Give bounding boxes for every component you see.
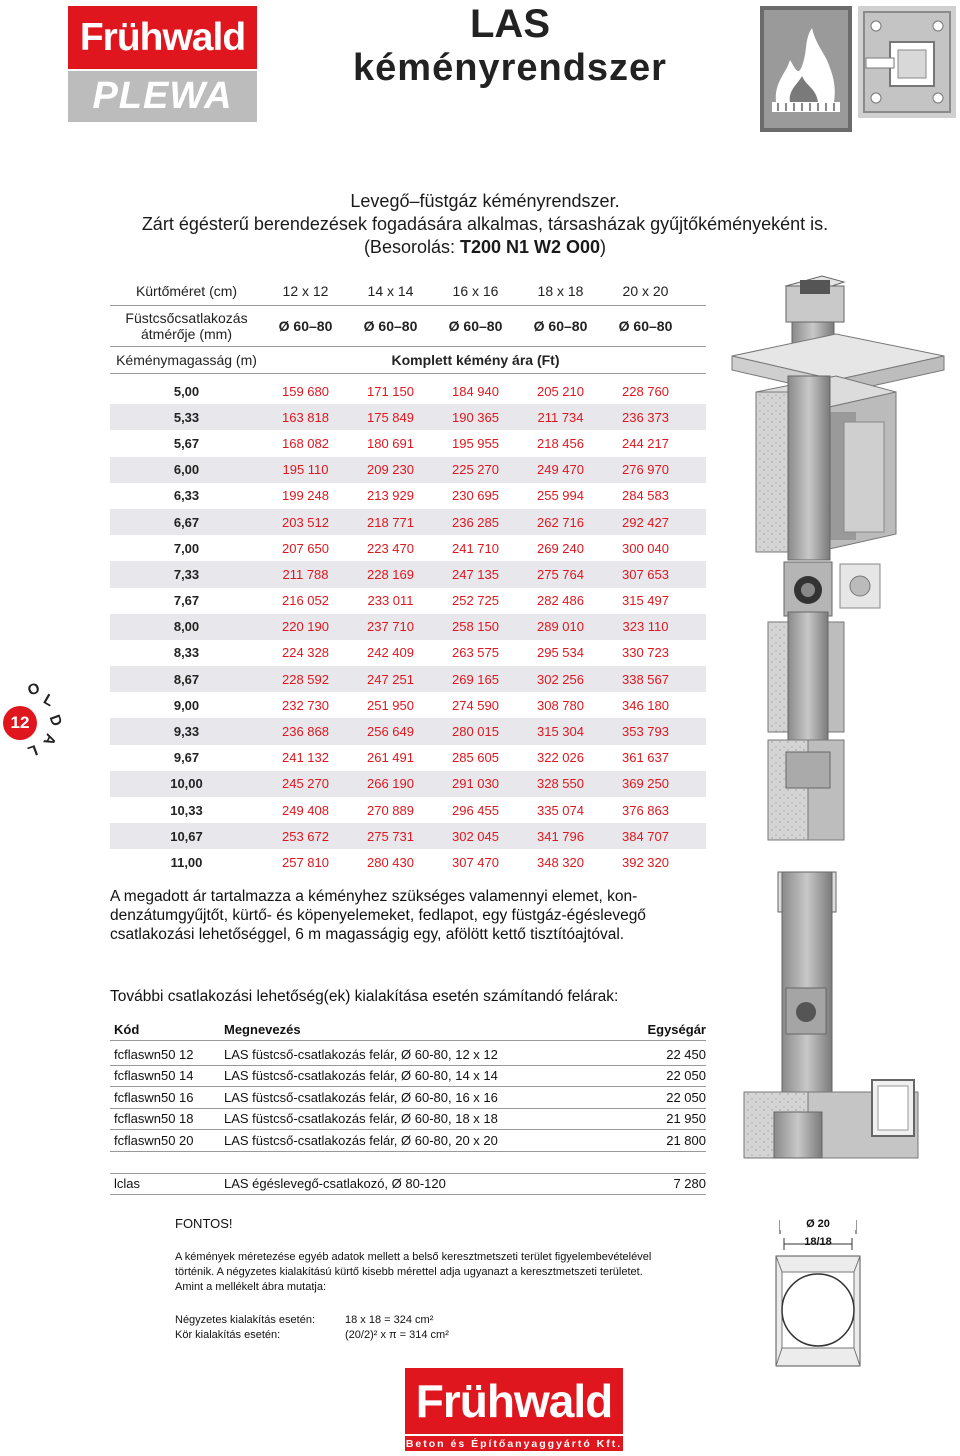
- table-row: [110, 1044, 706, 1066]
- price-cell: 168 082: [282, 435, 329, 451]
- table-row: [110, 378, 706, 404]
- price-cell: 252 725: [452, 593, 499, 609]
- price-cell: 236 868: [282, 724, 329, 740]
- title-line-1: LAS: [470, 2, 550, 46]
- table-row: [110, 535, 706, 561]
- row-code: fcflaswn50 16: [114, 1089, 194, 1105]
- surcharge-rows: [110, 1044, 706, 1152]
- price-cell: 292 427: [622, 514, 669, 530]
- price-cell: 199 248: [282, 488, 329, 504]
- price-cell: 218 771: [367, 514, 414, 530]
- price-cell: 269 240: [537, 540, 584, 556]
- price-cell: 269 165: [452, 671, 499, 687]
- price-cell: 307 470: [452, 854, 499, 870]
- row-code: fcflaswn50 18: [114, 1111, 194, 1127]
- row-price: 22 050: [666, 1068, 706, 1084]
- price-cell: 274 590: [452, 697, 499, 713]
- height-cell: 5,33: [173, 409, 200, 425]
- height-cell: 7,00: [173, 540, 200, 556]
- price-cell: 392 320: [622, 854, 669, 870]
- price-includes-note: [110, 887, 710, 944]
- height-cell: 9,67: [173, 750, 200, 766]
- price-cell: 205 210: [537, 383, 584, 399]
- important-line: A kémények méretezése egyéb adatok mellett a belső keresztmetszeti terület figyelembevételével: [175, 1251, 652, 1263]
- price-cell: 258 150: [452, 619, 499, 635]
- product-description: [100, 190, 870, 259]
- price-cell: 346 180: [622, 697, 669, 713]
- size-cell: 12 x 12: [282, 283, 329, 299]
- price-cell: 230 695: [452, 488, 499, 504]
- price-cell: 203 512: [282, 514, 329, 530]
- table-row: [110, 797, 706, 823]
- price-cell: 213 929: [367, 488, 414, 504]
- page-number-badge: 12: [3, 706, 37, 740]
- table-row: [110, 457, 706, 483]
- price-cell: 209 230: [367, 462, 414, 478]
- price-cell: 228 592: [282, 671, 329, 687]
- price-cell: 228 760: [622, 383, 669, 399]
- price-header: Komplett kémény ára (Ft): [391, 352, 560, 368]
- price-cell: 211 734: [537, 409, 584, 425]
- note-line: csatlakozási lehetőséggel, 6 m magasságig egy, afölött kettő tisztítóajtóval.: [110, 926, 625, 943]
- spacer: [110, 1152, 706, 1174]
- table-row: [110, 561, 706, 587]
- diameter-label: [110, 310, 263, 342]
- table-row: [110, 692, 706, 718]
- note-line: A megadott ár tartalmazza a kéményhez szükséges valamennyi elemet, kon-: [110, 888, 638, 905]
- calc-value: (20/2)² x π = 314 cm²: [345, 1329, 449, 1341]
- chimney-exploded-illustration: [726, 272, 956, 1172]
- size-header-row: [110, 280, 706, 302]
- footer-tagline: Beton és Építőanyaggyártó Kft.: [405, 1437, 623, 1450]
- price-cell: 341 796: [537, 828, 584, 844]
- height-header-row: [110, 347, 706, 373]
- price-cell: 247 135: [452, 566, 499, 582]
- height-cell: 7,67: [173, 593, 200, 609]
- height-cell: 9,00: [173, 697, 200, 713]
- price-cell: 241 132: [282, 750, 329, 766]
- price-cell: 295 534: [537, 645, 584, 661]
- price-cell: 300 040: [622, 540, 669, 556]
- header-name: Megnevezés: [224, 1021, 301, 1037]
- price-cell: 262 716: [537, 514, 584, 530]
- surcharge-title: További csatlakozási lehetőség(ek) kialakítása esetén számítandó felárak:: [110, 988, 619, 1005]
- price-cell: 291 030: [452, 776, 499, 792]
- height-cell: 5,00: [173, 383, 200, 399]
- classification-prefix: (Besorolás:: [363, 237, 460, 257]
- row-price: 7 280: [673, 1176, 706, 1192]
- price-cell: 263 575: [452, 645, 499, 661]
- row-price: 21 800: [666, 1132, 706, 1148]
- size-label: Kürtőméret (cm): [135, 283, 238, 299]
- table-row: [110, 745, 706, 771]
- important-text: [175, 1250, 755, 1295]
- row-name: LAS égéslevegő-csatlakozó, Ø 80-120: [224, 1176, 446, 1192]
- price-cell: 307 653: [622, 566, 669, 582]
- height-cell: 6,00: [173, 462, 200, 478]
- price-cell: 171 150: [367, 383, 414, 399]
- price-cell: 236 373: [622, 409, 669, 425]
- table-row: [110, 1109, 706, 1131]
- calc-row: [175, 1313, 595, 1328]
- price-cell: 218 456: [537, 435, 584, 451]
- row-code: lclas: [114, 1176, 141, 1192]
- size-cell: 14 x 14: [367, 283, 414, 299]
- height-cell: 11,00: [170, 854, 203, 870]
- price-cell: 330 723: [622, 645, 669, 661]
- price-cell: 232 730: [282, 697, 329, 713]
- calc-label: Kör kialakítás esetén:: [175, 1329, 281, 1341]
- height-cell: 9,33: [173, 724, 200, 740]
- round-diameter-label: Ø 20: [780, 1218, 856, 1230]
- price-rows: [110, 378, 706, 876]
- price-cell: 302 045: [452, 828, 499, 844]
- classification: [100, 236, 870, 259]
- table-row: [110, 1087, 706, 1109]
- price-cell: 242 409: [367, 645, 414, 661]
- side-letter: A: [39, 730, 60, 749]
- subtitle-line-1: Levegő–füstgáz kéményrendszer.: [350, 191, 620, 211]
- price-cell: 261 491: [367, 750, 414, 766]
- table-row: [110, 718, 706, 744]
- row-name: LAS füstcső-csatlakozás felár, Ø 60-80, 12 x 12: [224, 1046, 498, 1062]
- calc-row: [175, 1328, 595, 1343]
- price-cell: 257 810: [282, 854, 329, 870]
- title-line-2: kéményrendszer: [353, 47, 667, 89]
- diameter-cell: Ø 60–80: [533, 318, 588, 334]
- surcharge-table: [110, 1018, 706, 1195]
- height-cell: 6,67: [173, 514, 200, 530]
- price-cell: 245 270: [282, 776, 329, 792]
- chimney-section-icon: [858, 6, 956, 118]
- height-cell: 8,67: [173, 671, 200, 687]
- price-cell: 348 320: [537, 854, 584, 870]
- price-cell: 302 256: [537, 671, 584, 687]
- area-calculation: [175, 1313, 595, 1343]
- note-line: denzátumgyűjtőt, kürtő- és köpenyelemeket, fedlapot, egy füstgáz-égéslevegő: [110, 907, 646, 924]
- table-row: [110, 849, 706, 875]
- price-cell: 338 567: [622, 671, 669, 687]
- price-cell: 224 328: [282, 645, 329, 661]
- table-row: [110, 1066, 706, 1088]
- price-cell: 328 550: [537, 776, 584, 792]
- row-code: fcflaswn50 14: [114, 1068, 194, 1084]
- price-cell: 296 455: [452, 802, 499, 818]
- price-cell: 251 950: [367, 697, 414, 713]
- fruhwald-plewa-logo: [68, 6, 257, 122]
- price-cell: 223 470: [367, 540, 414, 556]
- price-cell: 280 015: [452, 724, 499, 740]
- table-row: [110, 640, 706, 666]
- price-cell: 180 691: [367, 435, 414, 451]
- price-cell: 195 110: [282, 462, 329, 478]
- price-cell: 335 074: [537, 802, 584, 818]
- price-cell: 275 764: [537, 566, 584, 582]
- price-cell: 284 583: [622, 488, 669, 504]
- price-cell: 275 731: [367, 828, 414, 844]
- price-table: [110, 280, 706, 876]
- price-cell: 282 486: [537, 593, 584, 609]
- height-cell: 7,33: [173, 566, 200, 582]
- row-price: 22 450: [666, 1046, 706, 1062]
- important-line: történik. A négyzetes kialakítású kürtő kisebb mérettel adja ugyanazt a keresztmetszeti területet.: [175, 1266, 643, 1278]
- price-cell: 285 605: [452, 750, 499, 766]
- subtitle-line-2: Zárt égésterű berendezések fogadására alkalmas, társasházak gyűjtőkéményeként is.: [141, 214, 829, 234]
- diameter-header-row: [110, 306, 706, 346]
- price-cell: 236 285: [452, 514, 499, 530]
- side-letter: D: [45, 712, 66, 729]
- table-row: [110, 483, 706, 509]
- table-row: [110, 430, 706, 456]
- price-cell: 237 710: [367, 619, 414, 635]
- diameter-cell: Ø 60–80: [363, 318, 418, 334]
- price-cell: 280 430: [367, 854, 414, 870]
- price-cell: 376 863: [622, 802, 669, 818]
- height-cell: 6,33: [173, 488, 200, 504]
- important-label: FONTOS!: [175, 1216, 233, 1231]
- footer-brand-name: Frühwald: [405, 1368, 623, 1434]
- calc-label: Négyzetes kialakítás esetén:: [175, 1314, 316, 1326]
- row-name: LAS füstcső-csatlakozás felár, Ø 60-80, 14 x 14: [224, 1068, 498, 1084]
- header-price: Egységár: [647, 1021, 706, 1037]
- price-cell: 323 110: [622, 619, 669, 635]
- classification-code: T200 N1 W2 O00: [459, 237, 601, 257]
- price-cell: 244 217: [622, 435, 669, 451]
- price-cell: 255 994: [537, 488, 584, 504]
- price-cell: 211 788: [282, 566, 329, 582]
- row-price: 22 050: [666, 1089, 706, 1105]
- header-code: Kód: [114, 1021, 140, 1037]
- table-row: [110, 509, 706, 535]
- price-cell: 225 270: [452, 462, 499, 478]
- price-cell: 195 955: [452, 435, 499, 451]
- price-cell: 220 190: [282, 619, 329, 635]
- price-cell: 308 780: [537, 697, 584, 713]
- price-cell: 207 650: [282, 540, 329, 556]
- height-cell: 10,67: [170, 828, 203, 844]
- price-cell: 249 408: [282, 802, 329, 818]
- price-cell: 256 649: [367, 724, 414, 740]
- price-cell: 322 026: [537, 750, 584, 766]
- price-cell: 361 637: [622, 750, 669, 766]
- important-line: Amint a mellékelt ábra mutatja:: [175, 1281, 327, 1293]
- calc-value: 18 x 18 = 324 cm²: [345, 1314, 434, 1326]
- diameter-cell: Ø 60–80: [618, 318, 673, 334]
- height-cell: 5,67: [173, 435, 200, 451]
- price-cell: 163 818: [282, 409, 329, 425]
- diameter-cell: Ø 60–80: [448, 318, 503, 334]
- price-cell: 241 710: [452, 540, 499, 556]
- table-row: [110, 823, 706, 849]
- height-label: Kéménymagasság (m): [116, 352, 257, 368]
- size-cell: 20 x 20: [622, 283, 669, 299]
- fire-class-icon: [760, 6, 852, 132]
- price-cell: 289 010: [537, 619, 584, 635]
- price-cell: 159 680: [282, 383, 329, 399]
- row-name: LAS füstcső-csatlakozás felár, Ø 60-80, 16 x 16: [224, 1089, 498, 1105]
- diameter-cell: Ø 60–80: [278, 318, 333, 334]
- table-row: [110, 1130, 706, 1152]
- table-row: [110, 666, 706, 692]
- height-cell: 8,33: [173, 645, 200, 661]
- height-cell: 10,00: [170, 776, 203, 792]
- divider: [110, 373, 706, 374]
- size-cell: 16 x 16: [452, 283, 499, 299]
- size-cell: 18 x 18: [537, 283, 584, 299]
- side-letter: O: [25, 679, 43, 700]
- price-cell: 233 011: [367, 593, 414, 609]
- row-code: fcflaswn50 12: [114, 1046, 194, 1062]
- row-price: 21 950: [666, 1111, 706, 1127]
- price-cell: 228 169: [367, 566, 414, 582]
- diameter-label-line-2: átmérője (mm): [140, 326, 232, 342]
- row-name: LAS füstcső-csatlakozás felár, Ø 60-80, 20 x 20: [224, 1132, 498, 1148]
- price-cell: 190 365: [452, 409, 499, 425]
- square-size-label: 18/18: [804, 1236, 832, 1248]
- side-letter: L: [40, 690, 57, 711]
- price-cell: 315 304: [537, 724, 584, 740]
- table-row: [110, 588, 706, 614]
- classification-suffix: ): [600, 237, 607, 257]
- price-cell: 369 250: [622, 776, 669, 792]
- price-cell: 184 940: [452, 383, 499, 399]
- price-cell: 353 793: [622, 724, 669, 740]
- side-letter: L: [25, 740, 40, 761]
- table-row: [110, 404, 706, 430]
- table-row: [110, 1174, 706, 1196]
- row-code: fcflaswn50 20: [114, 1132, 194, 1148]
- price-cell: 276 970: [622, 462, 669, 478]
- price-cell: 384 707: [622, 828, 669, 844]
- row-name: LAS füstcső-csatlakozás felár, Ø 60-80, 18 x 18: [224, 1111, 498, 1127]
- price-cell: 266 190: [367, 776, 414, 792]
- fruhwald-footer-logo: [405, 1368, 623, 1452]
- brand-name: Frühwald: [68, 6, 257, 69]
- price-cell: 270 889: [367, 802, 414, 818]
- price-cell: 247 251: [367, 671, 414, 687]
- diameter-label-line-1: Füstcsőcsatlakozás: [125, 310, 248, 326]
- price-cell: 175 849: [367, 409, 414, 425]
- height-cell: 10,33: [170, 802, 203, 818]
- table-row: [110, 771, 706, 797]
- price-cell: 249 470: [537, 462, 584, 478]
- brand-sub: PLEWA: [68, 71, 257, 122]
- height-cell: 8,00: [173, 619, 200, 635]
- price-cell: 315 497: [622, 593, 669, 609]
- price-cell: 216 052: [282, 593, 329, 609]
- price-cell: 253 672: [282, 828, 329, 844]
- table-row: [110, 614, 706, 640]
- surcharge-header-row: [110, 1018, 706, 1041]
- page-title: [270, 2, 750, 90]
